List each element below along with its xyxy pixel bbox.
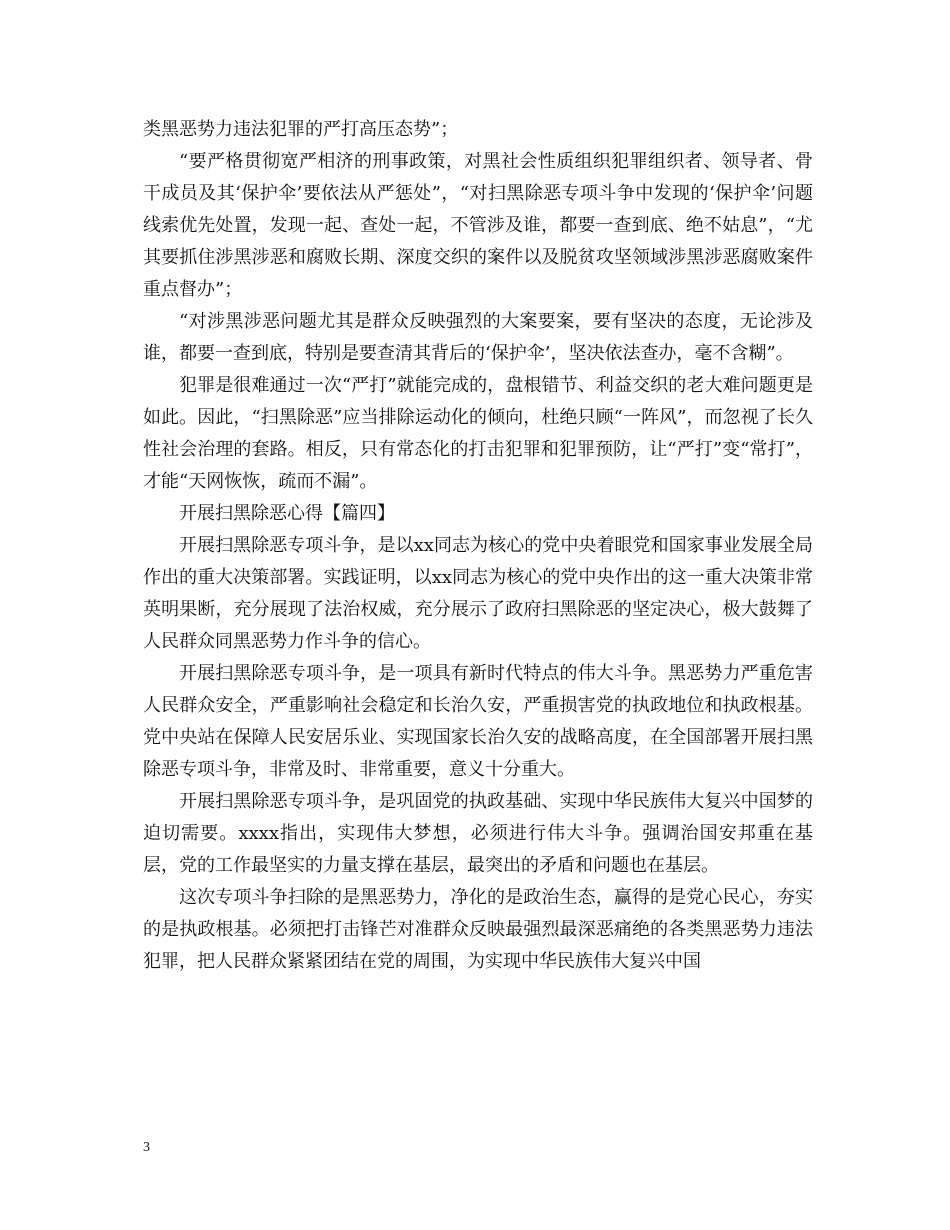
paragraph-6: 开展扫黑除恶专项斗争，是一项具有新时代特点的伟大斗争。黑恶势力严重危害人民群众安全，严重影响社会稳定和长治久安，严重损害党的执政地位和执政根基。党中央站在保障人民安居乐业、实现国家长治久安的战略高度，在全国部署开展扫黑除恶专项斗争，非常及时、非常重要，意义十分重大。 — [143, 663, 813, 780]
paragraph-8: 这次专项斗争扫除的是黑恶势力，净化的是政治生态，赢得的是党心民心，夯实的是执政根基。必须把打击锋芒对准群众反映最强烈最深恶痛绝的各类黑恶势力违法犯罪，把人民群众紧紧团结在党的周围，为实现中华民族伟大复兴中国 — [143, 887, 813, 972]
paragraph-4: 犯罪是很难通过一次“严打”就能完成的，盘根错节、利益交织的老大难问题更是如此。因此，“扫黑除恶”应当排除运动化的倾向，杜绝只顾“一阵风”，而忽视了长久性社会治理的套路。相反，只有常态化的打击犯罪和犯罪预防，让“严打”变“常打”，才能“天网恢恢，疏而不漏”。 — [143, 375, 813, 492]
section-heading: 开展扫黑除恶心得【篇四】 — [179, 503, 395, 524]
paragraph-5: 开展扫黑除恶专项斗争，是以xx同志为核心的党中央着眼党和国家事业发展全局作出的重大决策部署。实践证明，以xx同志为核心的党中央作出的这一重大决策非常英明果断，充分展现了法治权威，充分展示了政府扫黑除恶的坚定决心，极大鼓舞了人民群众同黑恶势力作斗争的信心。 — [143, 535, 813, 652]
page-number: 3 — [143, 1140, 150, 1155]
paragraph-1: 类黑恶势力违法犯罪的严打高压态势”； — [143, 119, 459, 140]
paragraph-7: 开展扫黑除恶专项斗争，是巩固党的执政基础、实现中华民族伟大复兴中国梦的迫切需要。xxxx指出，实现伟大梦想，必须进行伟大斗争。强调治国安邦重在基层，党的工作最坚实的力量支撑在基层，最突出的矛盾和问题也在基层。 — [143, 791, 813, 876]
paragraph-2: “要严格贯彻宽严相济的刑事政策，对黑社会性质组织犯罪组织者、领导者、骨干成员及其‘保护伞’要依法从严惩处”，“对扫黑除恶专项斗争中发现的‘保护伞’问题线索优先处置，发现一起、查处一起，不管涉及谁，都要一查到底、绝不姑息”，“尤其要抓住涉黑涉恶和腐败长期、深度交织的案件以及脱贫攻坚领域涉黑涉恶腐败案件重点督办”； — [143, 151, 813, 300]
paragraph-3: “对涉黑涉恶问题尤其是群众反映强烈的大案要案，要有坚决的态度，无论涉及谁，都要一查到底，特别是要查清其背后的‘保护伞’，坚决依法查办，毫不含糊”。 — [143, 311, 813, 364]
document-body — [143, 114, 813, 978]
